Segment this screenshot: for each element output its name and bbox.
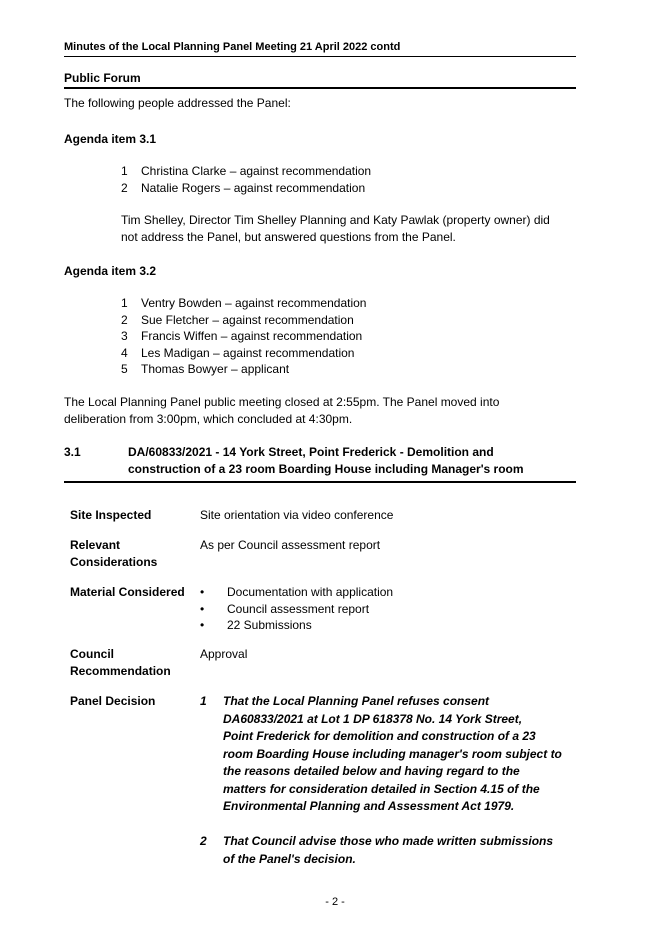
speaker-text: Francis Wiffen – against recommendation bbox=[141, 329, 363, 343]
speaker-number: 1 bbox=[121, 296, 128, 310]
material-item bbox=[200, 601, 393, 618]
material-item bbox=[200, 584, 393, 601]
decision-text bbox=[223, 833, 553, 868]
agenda-3-2-speaker-list bbox=[121, 295, 366, 378]
speaker-text: Sue Fletcher – against recommendation bbox=[141, 312, 354, 327]
council-recommendation-value: Approval bbox=[200, 647, 248, 661]
speaker-text: Natalie Rogers – against recommendation bbox=[141, 180, 366, 195]
decision-line: DA60833/2021 at Lot 1 DP 618378 No. 14 York Street, bbox=[223, 711, 523, 726]
note-line: Tim Shelley, Director Tim Shelley Planning and Katy Pawlak (property owner) did bbox=[121, 213, 550, 227]
material-item-text: Council assessment report bbox=[227, 601, 370, 616]
speaker-text: Christina Clarke – against recommendation bbox=[141, 164, 372, 178]
label-line: Council bbox=[70, 647, 114, 661]
label-line: Relevant bbox=[70, 538, 121, 552]
bullet-icon: • bbox=[200, 618, 205, 632]
speaker-row bbox=[121, 163, 371, 180]
panel-decision-2 bbox=[200, 833, 575, 868]
material-item-text: 22 Submissions bbox=[227, 618, 312, 632]
site-inspected-value: Site orientation via video conference bbox=[200, 508, 394, 522]
speaker-row bbox=[121, 328, 366, 345]
decision-line: Point Frederick for demolition and construction of a 23 bbox=[223, 729, 536, 743]
site-inspected-label: Site Inspected bbox=[70, 508, 152, 522]
panel-decision-1 bbox=[200, 693, 575, 816]
decision-line: Environmental Planning and Assessment Act 1979. bbox=[223, 799, 515, 813]
speaker-row bbox=[121, 180, 371, 197]
speaker-number: 2 bbox=[121, 312, 128, 327]
decision-number: 2 bbox=[200, 834, 207, 848]
bullet-icon: • bbox=[200, 585, 205, 599]
panel-decision-label: Panel Decision bbox=[70, 694, 156, 708]
agenda-3-1-speaker-list bbox=[121, 163, 371, 196]
speaker-text: Thomas Bowyer – applicant bbox=[141, 362, 290, 376]
meeting-closing-text bbox=[64, 394, 499, 428]
agenda-item-3-2-heading: Agenda item 3.2 bbox=[64, 264, 157, 278]
item-title-line: construction of a 23 room Boarding House including Manager's room bbox=[128, 462, 524, 476]
decision-line: That Council advise those who made written submissions bbox=[223, 834, 554, 848]
decision-line: room Boarding House including manager's room subject to bbox=[223, 746, 562, 761]
speaker-row bbox=[121, 295, 366, 312]
agenda-3-1-note bbox=[121, 212, 571, 246]
speaker-number: 3 bbox=[121, 329, 128, 343]
speaker-number: 5 bbox=[121, 362, 128, 376]
running-header: Minutes of the Local Planning Panel Meeting 21 April 2022 contd bbox=[64, 41, 576, 57]
decision-line: the reasons detailed below and having regard to the bbox=[223, 764, 520, 778]
material-considered-label: Material Considered bbox=[70, 585, 185, 599]
relevant-considerations-value: As per Council assessment report bbox=[200, 538, 381, 552]
speaker-row bbox=[121, 345, 366, 362]
item-3-1-title bbox=[64, 444, 576, 483]
relevant-considerations-label bbox=[70, 537, 195, 571]
public-forum-heading: Public Forum bbox=[64, 71, 576, 89]
page-number: - 2 - bbox=[325, 896, 345, 908]
label-line: Considerations bbox=[70, 555, 158, 569]
agenda-item-3-1-heading: Agenda item 3.1 bbox=[64, 132, 157, 146]
speaker-row bbox=[121, 361, 366, 378]
material-item-text: Documentation with application bbox=[227, 585, 394, 599]
bullet-icon: • bbox=[200, 601, 205, 616]
decision-line: of the Panel's decision. bbox=[223, 851, 356, 866]
speaker-row bbox=[121, 312, 366, 329]
closing-line: deliberation from 3:00pm, which concluded at 4:30pm. bbox=[64, 412, 353, 426]
speaker-number: 2 bbox=[121, 180, 128, 195]
decision-line: That the Local Planning Panel refuses consent bbox=[223, 694, 490, 708]
label-line: Recommendation bbox=[70, 664, 171, 678]
decision-number: 1 bbox=[200, 694, 207, 708]
material-considered-list bbox=[200, 584, 393, 634]
speaker-number: 1 bbox=[121, 164, 128, 178]
item-title-line: DA/60833/2021 - 14 York Street, Point Frederick - Demolition and bbox=[128, 445, 494, 459]
public-forum-intro: The following people addressed the Panel: bbox=[64, 96, 291, 110]
note-line: not address the Panel, but answered questions from the Panel. bbox=[121, 230, 456, 244]
item-number: 3.1 bbox=[64, 445, 81, 459]
speaker-number: 4 bbox=[121, 345, 128, 360]
decision-text bbox=[223, 693, 562, 816]
material-item bbox=[200, 617, 393, 634]
council-recommendation-label bbox=[70, 646, 195, 680]
speaker-text: Les Madigan – against recommendation bbox=[141, 345, 355, 360]
speaker-text: Ventry Bowden – against recommendation bbox=[141, 296, 367, 310]
closing-line: The Local Planning Panel public meeting closed at 2:55pm. The Panel moved into bbox=[64, 395, 500, 409]
decision-line: matters for consideration detailed in Section 4.15 of the bbox=[223, 781, 540, 796]
